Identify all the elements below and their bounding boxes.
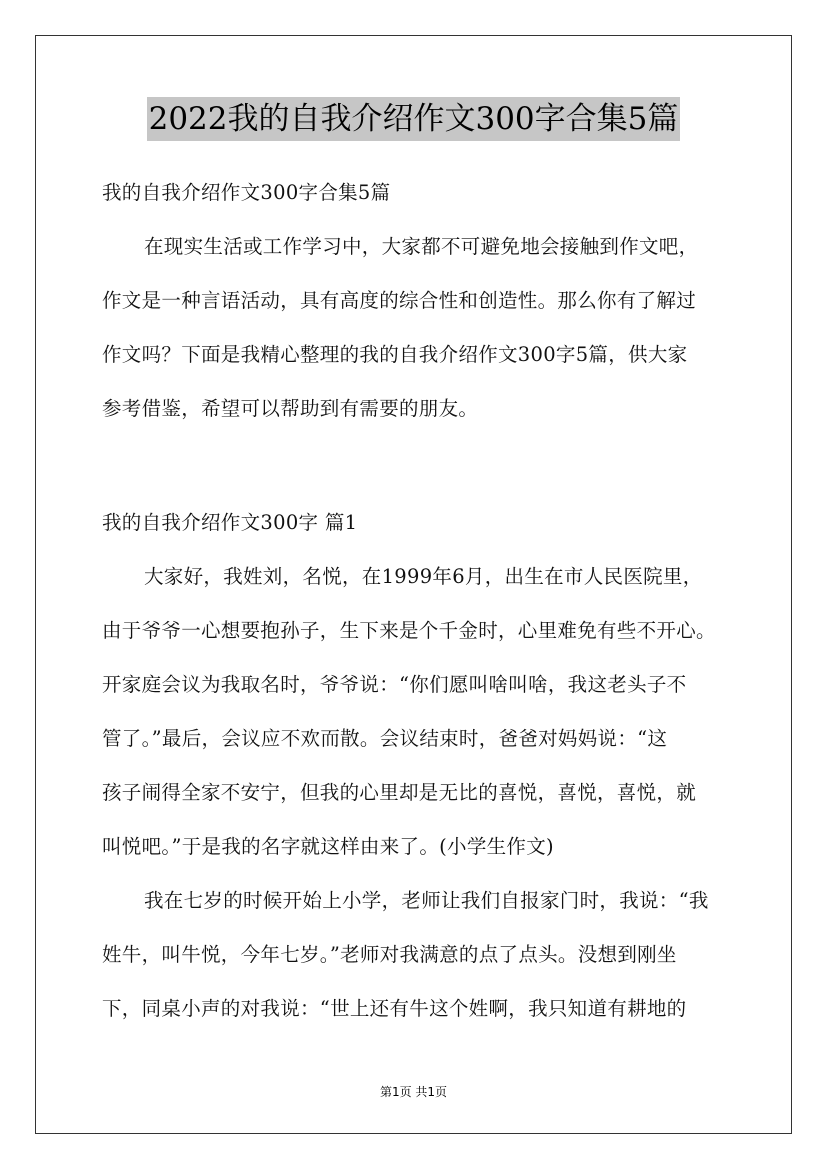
intro-line: 参考借鉴，希望可以帮助到有需要的朋友。: [102, 397, 479, 420]
document-body: [102, 174, 728, 1044]
paragraph-line: 开家庭会议为我取名时，爷爷说：“你们愿叫啥叫啥，我这老头子不: [102, 673, 687, 696]
paragraph-line: 由于爷爷一心想要抱孙子，生下来是个千金时，心里难免有些不开心。: [102, 619, 716, 642]
intro-line: 作文吗？下面是我精心整理的我的自我介绍作文300字5篇，供大家: [102, 343, 688, 366]
paragraph-line: 下，同桌小声的对我说：“世上还有牛这个姓啊，我只知道有耕地的: [102, 997, 687, 1020]
paragraph-gap: [102, 444, 728, 504]
paragraph-line: 大家好，我姓刘，名悦，在1999年6月，出生在市人民医院里，: [144, 565, 703, 588]
paragraph-line: 姓牛，叫牛悦，今年七岁。”老师对我满意的点了点头。没想到刚坐: [102, 943, 677, 966]
paragraph-line: 管了。”最后，会议应不欢而散。会议结束时，爸爸对妈妈说：“这: [102, 727, 668, 750]
title-container: [0, 97, 827, 141]
intro-line: 在现实生活或工作学习中，大家都不可避免地会接触到作文吧，: [144, 235, 699, 258]
paragraph-line: 孩子闹得全家不安宁，但我的心里却是无比的喜悦，喜悦，喜悦，就: [102, 781, 697, 804]
paragraph-line: 叫悦吧。”于是我的名字就这样由来了。(小学生作文): [102, 835, 554, 858]
section-heading: 我的自我介绍作文300字 篇1: [102, 511, 358, 534]
page-footer: 第1页 共1页: [379, 1085, 448, 1099]
subtitle: 我的自我介绍作文300字合集5篇: [102, 181, 391, 204]
intro-line: 作文是一种言语活动，具有高度的综合性和创造性。那么你有了解过: [102, 289, 697, 312]
paragraph-line: 我在七岁的时候开始上小学，老师让我们自报家门时，我说：“我: [144, 889, 709, 912]
document-title: 2022我的自我介绍作文300字合集5篇: [147, 97, 681, 141]
